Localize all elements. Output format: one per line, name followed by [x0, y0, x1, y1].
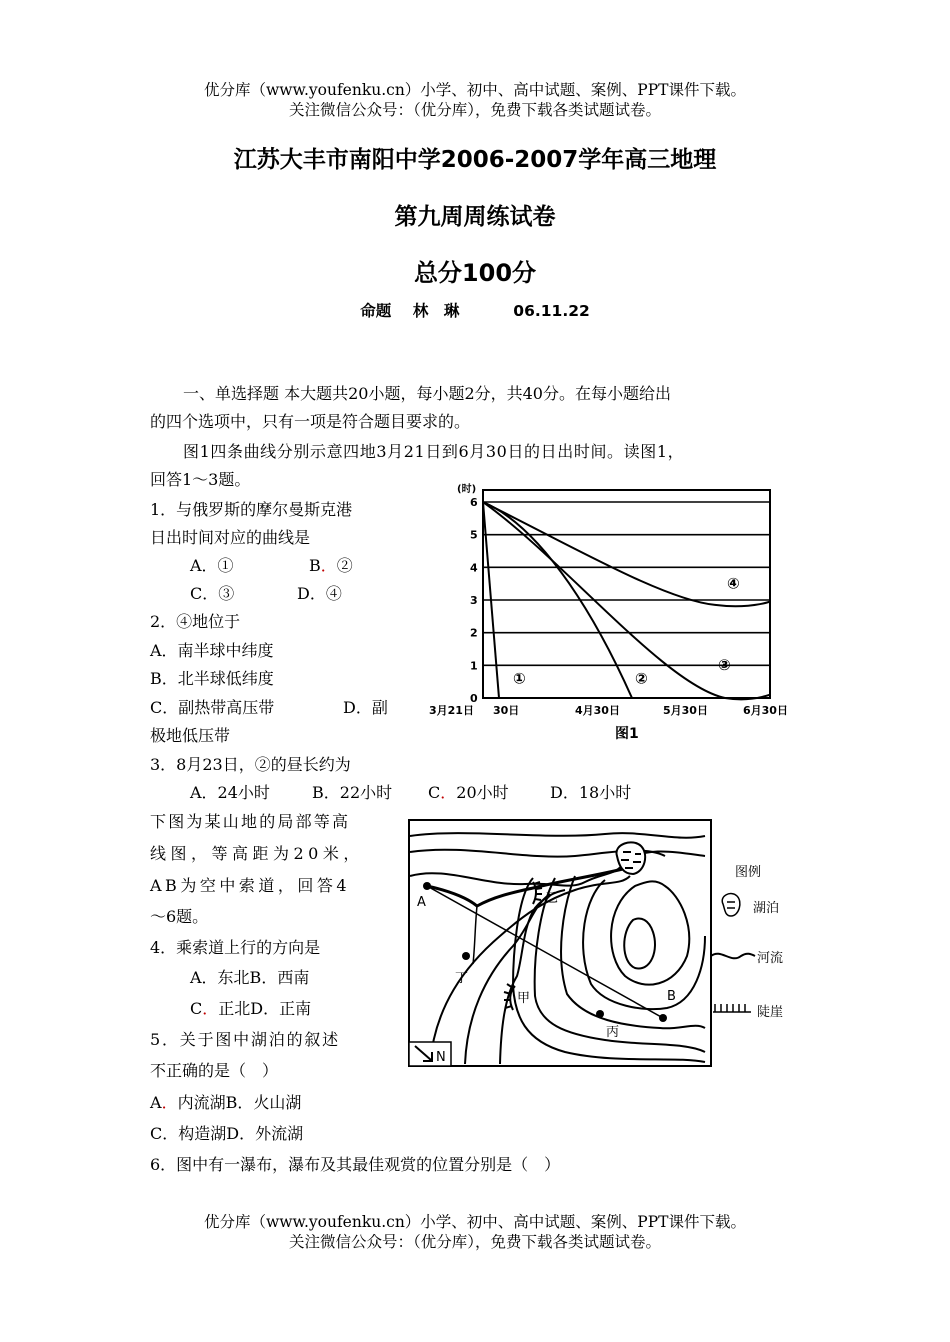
- author-name: 林 琳: [412, 302, 460, 320]
- q3-option-a: A．24小时: [190, 783, 270, 802]
- x-tick-label: 3月21日: [429, 704, 474, 717]
- y-tick-label: 4: [470, 561, 478, 575]
- north-label: N: [436, 1050, 446, 1065]
- map-legend: [711, 865, 783, 1020]
- legend-title: 图例: [735, 865, 762, 880]
- map-intro-3: AB为空中索道，回答4: [150, 876, 350, 895]
- legend-lake-label: 湖泊: [753, 901, 780, 916]
- doc-date: 06.11.22: [513, 302, 590, 320]
- q2-option-d-b: 极地低压带: [150, 726, 231, 745]
- q5-option-a-dot: ．: [161, 1093, 178, 1112]
- legend-lake-icon: [722, 894, 740, 916]
- section-intro-a: 一、单选择题 本大题共20小题，每小题2分，共40分。在每小题给出: [183, 384, 671, 403]
- label-b: B: [667, 989, 676, 1004]
- q3-option-c: [428, 783, 509, 803]
- q5-options-ab: [150, 1093, 301, 1113]
- y-tick-label: 0: [470, 692, 478, 705]
- q2-option-d-a: D．副: [343, 698, 388, 717]
- label-a: A: [417, 895, 426, 910]
- curve-label: ③: [718, 656, 731, 675]
- q1-option-a: A．①: [190, 556, 234, 575]
- y-tick-label: 5: [470, 528, 478, 542]
- figure1-chart: [425, 476, 810, 748]
- map-intro-1: 下图为某山地的局部等高: [150, 812, 351, 831]
- label-bing: 丙: [606, 1025, 620, 1040]
- q4-option-c-text: 正北D．正南: [218, 999, 312, 1018]
- q4-options-cd: [190, 999, 311, 1019]
- x-tick-label: 5月30日: [663, 704, 708, 717]
- curve-label: ②: [635, 669, 648, 688]
- q1-stem-b: 日出时间对应的曲线是: [150, 528, 311, 547]
- q2-option-c: C．副热带高压带: [150, 698, 275, 717]
- q5-options-cd: C．构造湖D．外流湖: [150, 1124, 304, 1143]
- footer-line-2: 关注微信公众号：（优分库），免费下载各类试题试卷。: [288, 1233, 661, 1251]
- figure1-intro-b: 回答1～3题。: [150, 470, 251, 489]
- legend-cliff-label: 陡崖: [757, 1005, 784, 1020]
- q3-option-b: B．22小时: [312, 783, 393, 802]
- author-label: 命题: [360, 302, 392, 320]
- q1-option-b-text: ②: [336, 556, 353, 575]
- doc-total-score: 总分100分: [413, 259, 537, 287]
- q3-option-c-letter: C: [428, 783, 441, 802]
- north-arrow: [409, 1042, 451, 1066]
- q5-stem-b: 不正确的是（ ）: [150, 1061, 279, 1080]
- header-line-1: 优分库（www.youfenku.cn）小学、初中、高中试题、案例、PPT课件下载。: [203, 81, 747, 99]
- point-bing: [596, 1010, 604, 1018]
- q2-option-b: B．北半球低纬度: [150, 669, 274, 688]
- q1-option-b-dot: ．: [320, 556, 337, 575]
- q2-stem: 2．④地位于: [150, 612, 241, 631]
- doc-title: 江苏大丰市南阳中学2006-2007学年高三地理: [233, 147, 717, 173]
- q6-stem: 6．图中有一瀑布，瀑布及其最佳观赏的位置分别是（ ）: [150, 1155, 561, 1174]
- q1-option-d: D．④: [297, 584, 342, 603]
- y-tick-label: 6: [470, 496, 478, 509]
- q4-option-c-dot: ．: [202, 999, 219, 1018]
- footer-line-1: 优分库（www.youfenku.cn）小学、初中、高中试题、案例、PPT课件下载。: [203, 1213, 747, 1231]
- legend-river-icon: [711, 954, 755, 959]
- legend-river-label: 河流: [757, 951, 784, 966]
- y-tick-label: 1: [470, 659, 478, 673]
- y-tick-label: 3: [470, 594, 478, 607]
- q3-stem: 3．8月23日，②的昼长约为: [150, 755, 351, 774]
- point-a: [423, 882, 431, 890]
- q1-option-c: C．③: [190, 584, 235, 603]
- q3-option-d: D．18小时: [550, 783, 632, 802]
- y-tick-label: 2: [470, 626, 478, 640]
- x-tick-label: 6月30日: [743, 704, 788, 717]
- point-b: [659, 1014, 667, 1022]
- curve-label: ①: [513, 669, 526, 688]
- q3-option-c-dot: ．: [440, 783, 457, 802]
- map-intro-4: ～6题。: [150, 907, 209, 926]
- q4-stem: 4．乘索道上行的方向是: [150, 938, 321, 957]
- q5-stem-a: 5．关于图中湖泊的叙述: [150, 1030, 340, 1049]
- point-ding: [462, 952, 470, 960]
- q1-option-b: [309, 556, 353, 576]
- figure1-caption: 图1: [615, 726, 639, 742]
- q5-option-a-letter: A: [150, 1093, 162, 1112]
- figure1-intro-a: 图1四条曲线分别示意四地3月21日到6月30日的日出时间。读图1，: [183, 442, 685, 461]
- byline: [0, 299, 950, 321]
- q1-stem-a: 1．与俄罗斯的摩尔曼斯克港: [150, 500, 353, 519]
- q4-option-c-letter: C: [190, 999, 203, 1018]
- q2-option-a: A．南半球中纬度: [150, 641, 274, 660]
- q4-options-ab: A．东北B．西南: [190, 968, 310, 987]
- header-line-2: 关注微信公众号：（优分库），免费下载各类试题试卷。: [288, 101, 661, 119]
- x-tick-label: 30日: [493, 704, 520, 717]
- q1-option-b-letter: B: [309, 556, 321, 575]
- q5-option-a-text: 内流湖B．火山湖: [177, 1093, 302, 1112]
- label-jia: 甲: [517, 991, 531, 1006]
- curve-label: ④: [727, 574, 740, 593]
- legend-cliff-icon: [713, 1004, 751, 1012]
- figure2-contour-map: [405, 816, 800, 1076]
- map-intro-2: 线图，等高距为20米，: [150, 844, 364, 863]
- label-ding: 丁: [455, 971, 469, 986]
- q3-option-c-text: 20小时: [456, 783, 509, 802]
- section-intro-b: 的四个选项中，只有一项是符合题目要求的。: [150, 412, 471, 431]
- x-tick-label: 4月30日: [575, 704, 620, 717]
- doc-subtitle: 第九周周练试卷: [394, 204, 556, 230]
- label-yi: 乙: [545, 891, 559, 906]
- y-axis-unit: (时): [457, 484, 477, 495]
